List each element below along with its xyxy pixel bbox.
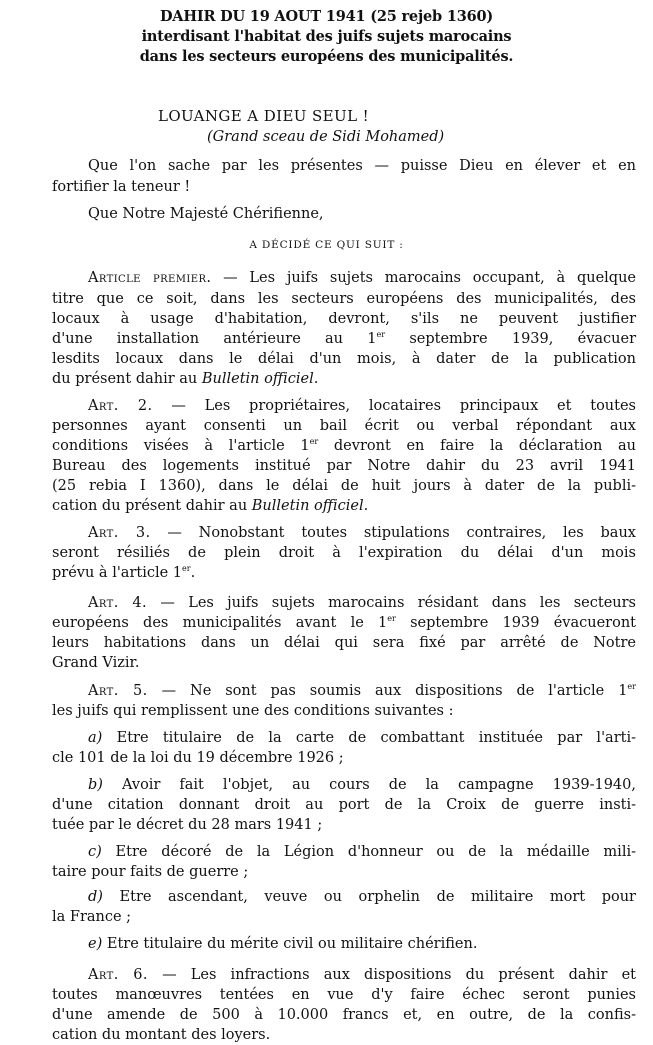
article-1-line-6: du présent dahir au Bulletin officiel. bbox=[52, 371, 319, 387]
article-2-label: Art. 2. bbox=[88, 398, 153, 414]
article-2-line-5: (25 rebia I 1360), dans le délai de huit jours à dater de la publi- bbox=[52, 478, 636, 494]
article-3-line-3: prévu à l'article 1er. bbox=[52, 564, 196, 581]
dahir-subtitle-line-2: dans les secteurs européens des municipalités. bbox=[139, 48, 514, 65]
condition-d-label: d) bbox=[88, 889, 103, 905]
condition-d-line-1: d) Etre ascendant, veuve ou orphelin de militaire mort pour bbox=[88, 889, 636, 905]
article-5-line-1: Art. 5. — Ne sont pas soumis aux dispositions de l'article 1er bbox=[88, 682, 636, 699]
article-1-line-1: Article premier. — Les juifs sujets marocains occupant, à quelque bbox=[88, 270, 636, 286]
article-2-line-4: Bureau des logements institué par Notre dahir du 23 avril 1941 bbox=[52, 458, 636, 474]
article-4-label: Art. 4. bbox=[88, 595, 148, 611]
article-6-line-3: d'une amende de 500 à 10.000 francs et, en outre, de la confis- bbox=[52, 1007, 636, 1023]
article-1-line-4: d'une installation antérieure au 1er septembre 1939, évacuer bbox=[52, 330, 637, 347]
article-2-line-2: personnes ayant consenti un bail écrit ou verbal répondant aux bbox=[52, 418, 636, 434]
condition-e-line-1: e) Etre titulaire du mérite civil ou militaire chérifien. bbox=[88, 936, 478, 952]
article-4-line-1: Art. 4. — Les juifs sujets marocains résidant dans les secteurs bbox=[88, 595, 636, 611]
bulletin-officiel-ref: Bulletin officiel bbox=[201, 371, 314, 387]
dahir-title: DAHIR DU 19 AOUT 1941 (25 rejeb 1360) bbox=[159, 8, 494, 25]
article-2-line-6: cation du présent dahir au Bulletin officiel. bbox=[52, 498, 369, 514]
condition-b-label: b) bbox=[88, 777, 103, 793]
article-6-line-2: toutes manœuvres tentées en vue d'y faire échec seront punies bbox=[52, 987, 636, 1003]
article-2-line-1: Art. 2. — Les propriétaires, locataires principaux et toutes bbox=[88, 398, 636, 414]
grand-sceau-note: (Grand sceau de Sidi Mohamed) bbox=[207, 129, 445, 145]
condition-c-line-1: c) Etre décoré de la Légion d'honneur ou de la médaille mili- bbox=[88, 844, 636, 860]
article-3-line-1: Art. 3. — Nonobstant toutes stipulations contraires, les baux bbox=[88, 525, 636, 541]
article-6-line-4: cation du montant des loyers. bbox=[52, 1027, 271, 1043]
article-6-label: Art. 6. bbox=[88, 967, 148, 983]
article-5-label: Art. 5. bbox=[88, 683, 148, 699]
article-6-line-1: Art. 6. — Les infractions aux dispositions du présent dahir et bbox=[88, 967, 636, 983]
condition-a-line-2: cle 101 de la loi du 19 décembre 1926 ; bbox=[52, 750, 344, 766]
intro-majeste: Que Notre Majesté Chérifienne, bbox=[88, 206, 324, 222]
article-1-line-3: locaux à usage d'habitation, devront, s'ils ne peuvent justifier bbox=[52, 311, 636, 327]
condition-a-line-1: a) Etre titulaire de la carte de combattant instituée par l'arti- bbox=[88, 730, 636, 746]
article-1-line-5: lesdits locaux dans le délai d'un mois, à dater de la publication bbox=[52, 351, 636, 367]
condition-e-label: e) bbox=[88, 936, 103, 952]
article-2-line-3: conditions visées à l'article 1er devront en faire la déclaration au bbox=[52, 437, 636, 454]
article-5-line-2: les juifs qui remplissent une des conditions suivantes : bbox=[52, 703, 454, 719]
louange-heading: LOUANGE A DIEU SEUL ! bbox=[158, 107, 370, 125]
bulletin-officiel-ref: Bulletin officiel bbox=[251, 498, 364, 514]
article-4-line-2: européens des municipalités avant le 1er septembre 1939 évacueront bbox=[52, 614, 636, 631]
article-1-label: Article premier. bbox=[88, 270, 212, 286]
condition-b-line-1: b) Avoir fait l'objet, au cours de la campagne 1939-1940, bbox=[88, 777, 636, 793]
condition-c-line-2: taire pour faits de guerre ; bbox=[52, 864, 249, 880]
decide-heading: A DÉCIDÉ CE QUI SUIT : bbox=[249, 239, 404, 251]
article-1-line-2: titre que ce soit, dans les secteurs européens des municipalités, des bbox=[52, 291, 636, 307]
intro-line-1: Que l'on sache par les présentes — puisse Dieu en élever et en bbox=[88, 158, 636, 174]
article-4-line-4: Grand Vizir. bbox=[52, 655, 140, 671]
condition-b-line-2: d'une citation donnant droit au port de la Croix de guerre insti- bbox=[52, 797, 636, 813]
article-3-label: Art. 3. bbox=[88, 525, 151, 541]
article-3-line-2: seront résiliés de plein droit à l'expiration du délai d'un mois bbox=[52, 545, 636, 561]
intro-line-2: fortifier la teneur ! bbox=[52, 179, 191, 195]
condition-a-label: a) bbox=[88, 730, 103, 746]
condition-b-line-3: tuée par le décret du 28 mars 1941 ; bbox=[52, 817, 323, 833]
condition-d-line-2: la France ; bbox=[52, 909, 132, 925]
dahir-subtitle-line-1: interdisant l'habitat des juifs sujets marocains bbox=[141, 28, 512, 45]
condition-c-label: c) bbox=[88, 844, 102, 860]
article-4-line-3: leurs habitations dans un délai qui sera fixé par arrêté de Notre bbox=[52, 635, 636, 651]
